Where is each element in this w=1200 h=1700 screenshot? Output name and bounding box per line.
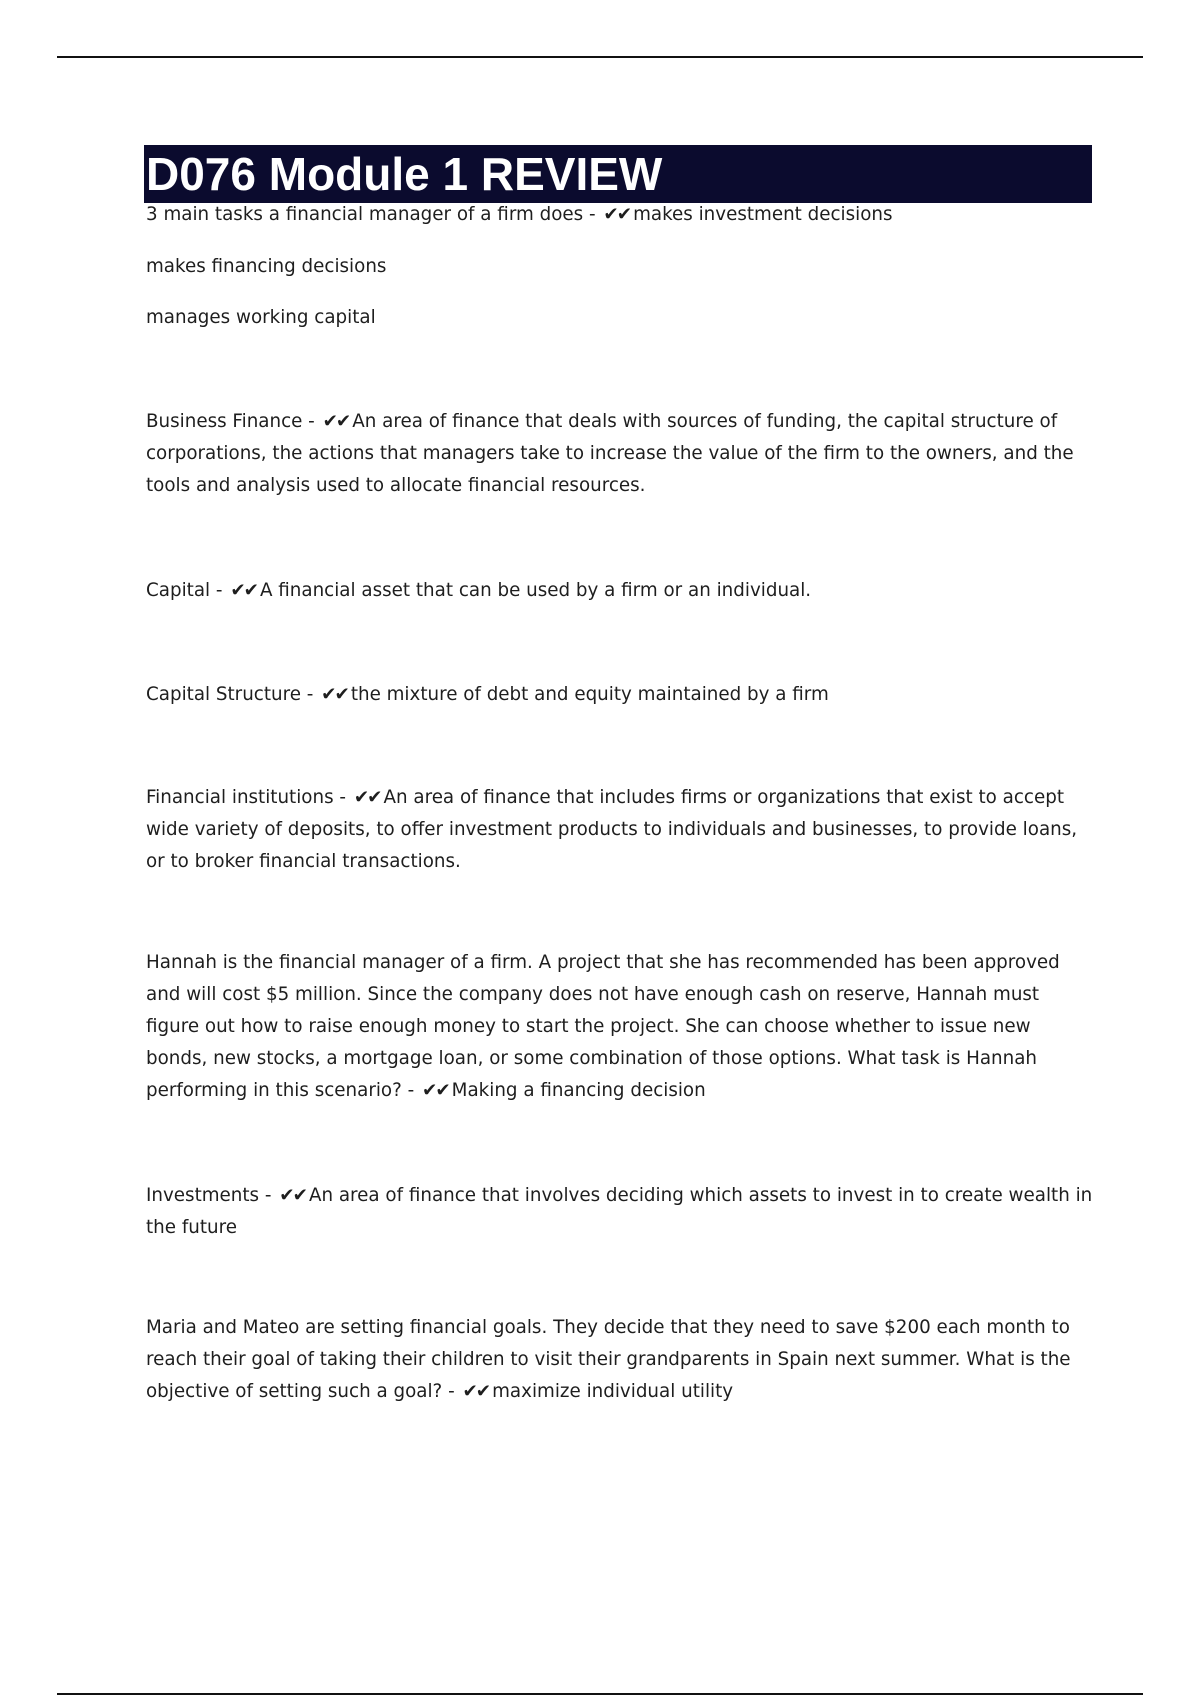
entry-hannah-scenario [146, 947, 1094, 1107]
entry-definition: maximize individual utility [492, 1381, 734, 1402]
entry-capital-structure [146, 679, 1094, 711]
entry-term: 3 main tasks a financial manager of a firm does - [146, 204, 602, 225]
entry-definition: Making a financing decision [451, 1080, 706, 1101]
entry-business-finance [146, 406, 1094, 502]
double-check-icon: ✔✔ [422, 1080, 449, 1101]
double-check-icon: ✔✔ [230, 580, 257, 601]
entry-capital [146, 575, 1094, 607]
entry-definition: the mixture of debt and equity maintained by a firm [350, 684, 829, 705]
entry-investments [146, 1180, 1094, 1244]
entry-term: Investments - [146, 1185, 278, 1206]
entry-term: Hannah is the financial manager of a firm. A project that she has recommended has been approved and will cost $5 million. Since the company does not have enough cash on reserve, Hannah must figure out how to raise enough money to start the project. She can choose whether to issue new bonds, new stocks, a mortgage loan, or some combination of those options. What task is Hannah performing in this scenario? - [146, 952, 1060, 1101]
double-check-icon: ✔✔ [603, 204, 631, 225]
entry-term: Capital - [146, 580, 229, 601]
entry-definition: An area of finance that involves deciding which assets to invest in to create wealth in the future [146, 1185, 1093, 1238]
footer-rule [57, 1693, 1143, 1695]
double-check-icon: ✔✔ [353, 787, 381, 808]
entry-definition: A financial asset that can be used by a firm or an individual. [259, 580, 812, 601]
double-check-icon: ✔✔ [322, 411, 350, 432]
entry-definition: makes investment decisions [633, 204, 893, 225]
entry-definition: An area of finance that includes firms or organizations that exist to accept wide variety of deposits, to offer investment products to individuals and businesses, to provide loans, or to broker financial transactions. [146, 787, 1078, 872]
entry-term: Maria and Mateo are setting financial goals. They decide that they need to save $200 each month to reach their goal of taking their children to visit their grandparents in Spain next summer. What is the objective of setting such a goal? - [146, 1317, 1071, 1402]
entry-definition: An area of finance that deals with sources of funding, the capital structure of corporations, the actions that managers take to increase the value of the firm to the owners, and the tools and analysis used to allocate financial resources. [146, 411, 1074, 496]
double-check-icon: ✔✔ [279, 1185, 306, 1206]
entry-term: Business Finance - [146, 411, 321, 432]
entry-term: Financial institutions - [146, 787, 352, 808]
entry-continuation-line: makes financing decisions [146, 256, 387, 277]
entry-main-tasks [146, 199, 1094, 231]
double-check-icon: ✔✔ [321, 684, 348, 705]
double-check-icon: ✔✔ [462, 1381, 490, 1402]
entry-continuation-line: manages working capital [146, 307, 376, 328]
header-rule [57, 56, 1143, 58]
entry-financial-institutions [146, 782, 1094, 878]
entry-maria-mateo-scenario [146, 1312, 1094, 1408]
document-title: D076 Module 1 REVIEW [144, 145, 1092, 203]
entry-term: Capital Structure - [146, 684, 320, 705]
